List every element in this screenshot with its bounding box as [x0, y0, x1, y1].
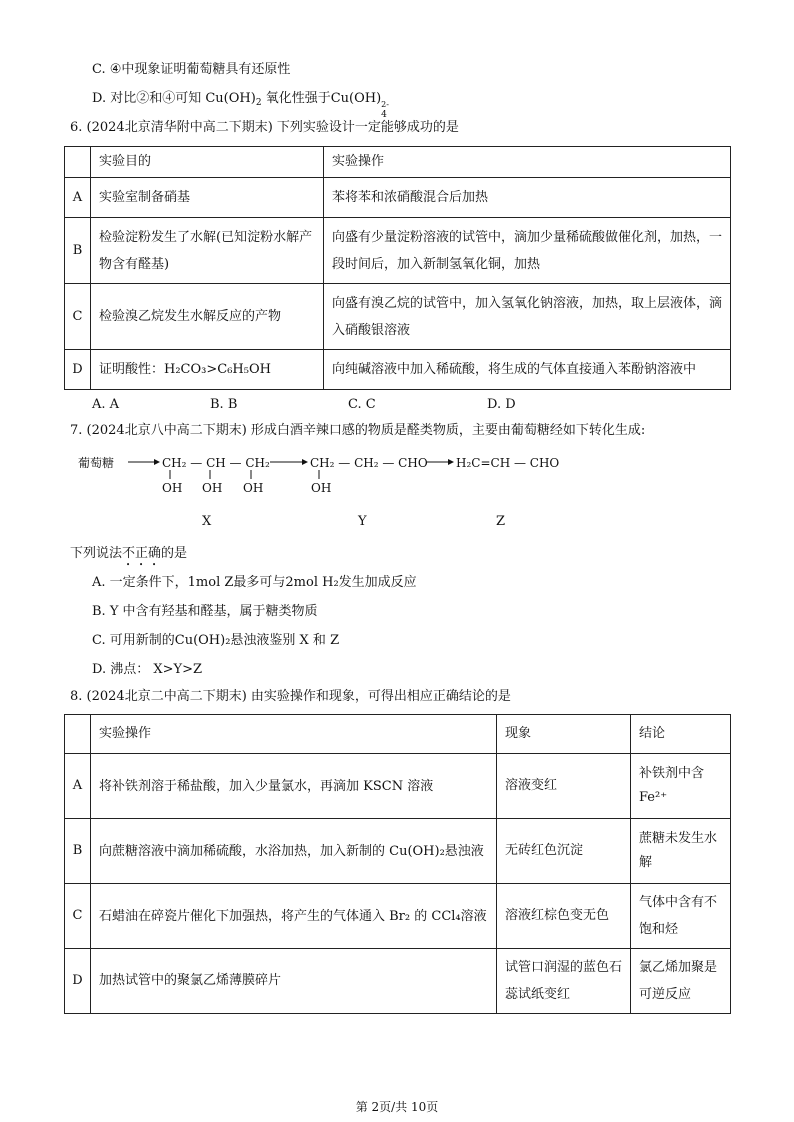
x-oh-3: OH	[243, 481, 264, 495]
row-tag: C	[65, 884, 91, 949]
row-tag: B	[65, 819, 91, 884]
row-goal: 实验室制备硝基	[91, 178, 324, 218]
q5-option-c: C. ④中现象证明葡萄糖具有还原性	[92, 62, 291, 77]
emphasis-not-correct: 不正确	[122, 546, 162, 561]
table-row	[65, 218, 731, 284]
scheme-start: 葡萄糖	[78, 456, 115, 470]
table-row	[65, 884, 731, 949]
row-tag: A	[65, 754, 91, 819]
header-blank	[65, 715, 91, 754]
header-op: 实验操作	[91, 715, 497, 754]
q6-stem: 6. (2024北京清华附中高二下期末) 下列实验设计一定能够成功的是	[70, 120, 459, 135]
q6-choice-c: C. C	[348, 397, 376, 412]
table-row	[65, 949, 731, 1014]
arrow-1-head	[154, 459, 160, 465]
q8-stem: 8. (2024北京二中高二下期末) 由实验操作和现象，可得出相应正确结论的是	[70, 689, 511, 704]
row-conclusion: 气体中含有不饱和烃	[631, 884, 731, 949]
header-blank	[65, 147, 91, 178]
page-footer: 第 2页/共 10页	[355, 1100, 439, 1114]
header-phenomenon: 现象	[497, 715, 631, 754]
q7-prompt: 下列说法不正确的是	[70, 546, 188, 561]
row-op: 将补铁剂溶于稀盐酸，加入少量氯水，再滴加 KSCN 溶液	[91, 754, 497, 819]
arrow-3-head	[448, 459, 454, 465]
q7-stem: 7. (2024北京八中高二下期末) 形成白酒辛辣口感的物质是醛类物质，主要由葡萄糖经如下转化生成:	[70, 423, 646, 438]
z-chain: H₂C=CH — CHO	[456, 456, 560, 470]
q7-option-d: D. 沸点： X>Y>Z	[92, 662, 203, 677]
label-x: X	[202, 514, 212, 529]
row-phenomenon: 溶液变红	[497, 754, 631, 819]
row-conclusion: 补铁剂中含 Fe²⁺	[631, 754, 731, 819]
row-op: 向盛有溴乙烷的试管中，加入氢氧化钠溶液，加热，取上层液体，滴入硝酸银溶液	[324, 284, 731, 350]
q6-choice-b: B. B	[210, 397, 238, 412]
table-header-row	[65, 147, 731, 178]
row-op: 向盛有少量淀粉溶液的试管中，滴加少量稀硫酸做催化剂，加热，一段时间后，加入新制氢氧化铜，加热	[324, 218, 731, 284]
label-z: Z	[496, 514, 506, 529]
row-op: 向纯碱溶液中加入稀硫酸，将生成的气体直接通入苯酚钠溶液中	[324, 350, 731, 390]
row-conclusion: 蔗糖未发生水解	[631, 819, 731, 884]
table-row	[65, 178, 731, 218]
x-oh-1: OH	[162, 481, 183, 495]
y-chain: CH₂ — CH₂ — CHO	[310, 456, 428, 470]
row-tag: D	[65, 350, 91, 390]
y-oh: OH	[311, 481, 332, 495]
row-op: 加热试管中的聚氯乙烯薄膜碎片	[91, 949, 497, 1014]
row-tag: A	[65, 178, 91, 218]
q7-option-c: C. 可用新制的Cu(OH)₂悬浊液鉴别 X 和 Z	[92, 633, 340, 648]
q5-option-d: D. 对比②和④可知 $Cu(OH)_2$ 氧化性强于Cu(OH) 2- 4	[92, 91, 389, 120]
row-phenomenon: 溶液红棕色变无色	[497, 884, 631, 949]
q6-table	[64, 146, 731, 390]
q6-choice-a: A. A	[92, 397, 120, 412]
table-header-row	[65, 715, 731, 754]
arrow-2-head	[302, 459, 308, 465]
x-chain: CH₂ — CH — CH₂	[162, 456, 270, 470]
row-op: 苯将苯和浓硝酸混合后加热	[324, 178, 731, 218]
header-goal: 实验目的	[91, 147, 324, 178]
table-row	[65, 350, 731, 390]
q8-table	[64, 714, 731, 1014]
table-row	[65, 284, 731, 350]
row-conclusion: 氯乙烯加聚是可逆反应	[631, 949, 731, 1014]
header-conclusion: 结论	[631, 715, 731, 754]
row-tag: C	[65, 284, 91, 350]
row-tag: B	[65, 218, 91, 284]
table-row	[65, 754, 731, 819]
row-phenomenon: 试管口润湿的蓝色石蕊试纸变红	[497, 949, 631, 1014]
label-y: Y	[358, 514, 367, 529]
q7-option-a: A. 一定条件下，1mol Z最多可与2mol H₂发生加成反应	[92, 575, 417, 590]
q6-choice-d: D. D	[487, 397, 516, 412]
table-row	[65, 819, 731, 884]
row-goal: 检验淀粉发生了水解(已知淀粉水解产物含有醛基)	[91, 218, 324, 284]
header-op: 实验操作	[324, 147, 731, 178]
row-op: 石蜡油在碎瓷片催化下加强热，将产生的气体通入 Br₂ 的 CCl₄溶液	[91, 884, 497, 949]
row-goal: 证明酸性：H₂CO₃>C₆H₅OH	[91, 350, 324, 390]
row-goal: 检验溴乙烷发生水解反应的产物	[91, 284, 324, 350]
x-oh-2: OH	[202, 481, 223, 495]
row-phenomenon: 无砖红色沉淀	[497, 819, 631, 884]
row-tag: D	[65, 949, 91, 1014]
reaction-scheme	[78, 450, 718, 508]
q7-option-b: B. Y 中含有羟基和醛基，属于糖类物质	[92, 604, 318, 619]
row-op: 向蔗糖溶液中滴加稀硫酸，水浴加热，加入新制的 Cu(OH)₂悬浊液	[91, 819, 497, 884]
